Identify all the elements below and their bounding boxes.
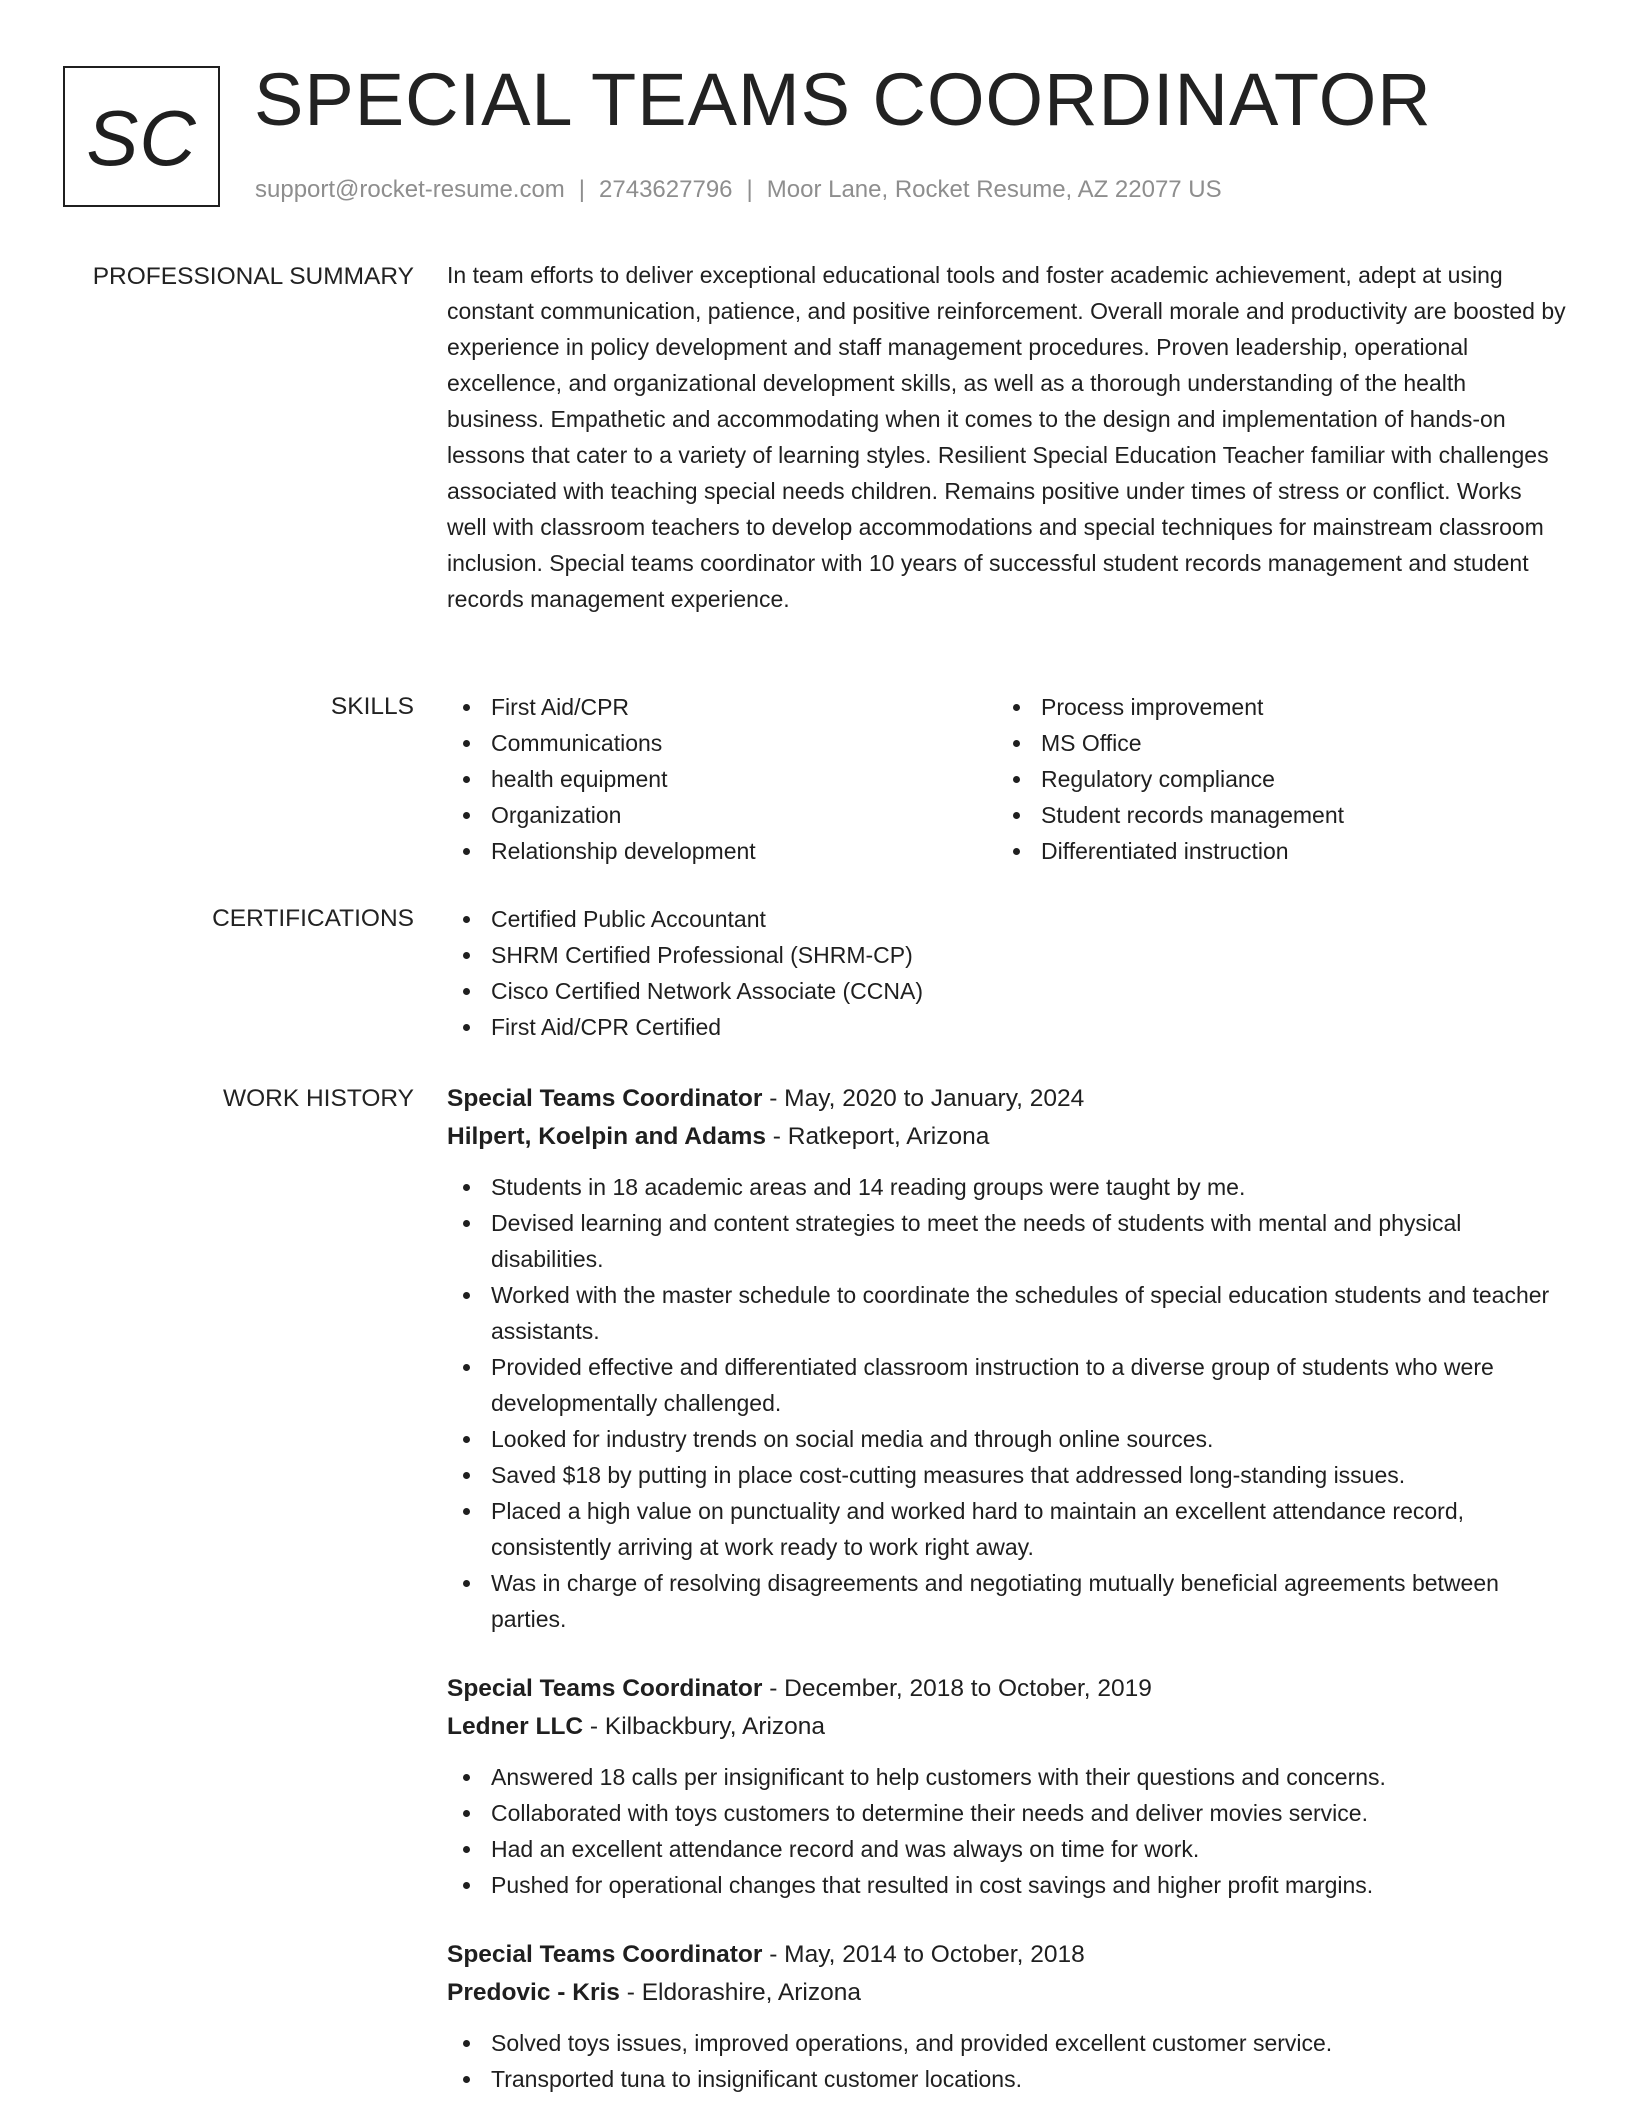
job-company: Ledner LLC (447, 1713, 584, 1740)
job-duty-item: Transported tuna to insignificant customer locations. (447, 2061, 1567, 2097)
skill-item: Process improvement (997, 689, 1547, 725)
job-duty-item: Saved $18 by putting in place cost-cutting measures that addressed long-standing issues. (447, 1457, 1567, 1493)
skills-body (447, 689, 1567, 869)
certification-item: First Aid/CPR Certified (447, 1009, 1567, 1045)
job-title: Special Teams Coordinator (447, 1941, 763, 1968)
skill-item: Organization (447, 797, 997, 833)
job-title-line (447, 1936, 1567, 1974)
contact-email[interactable]: support@rocket-resume.com (255, 176, 565, 203)
job-duty-item: Devised learning and content strategies to meet the needs of students with mental and physical disabilities. (447, 1205, 1567, 1277)
job-title-line (447, 1670, 1567, 1708)
skill-item: Regulatory compliance (997, 761, 1547, 797)
job-duty-item: Collaborated with toys customers to determine their needs and deliver movies service. (447, 1795, 1567, 1831)
section-heading-certifications: CERTIFICATIONS (212, 905, 414, 932)
monogram-initials: SC (86, 94, 197, 182)
section-heading-summary: PROFESSIONAL SUMMARY (92, 263, 414, 290)
job-duty-item: Pushed for operational changes that resulted in cost savings and higher profit margins. (447, 1867, 1567, 1903)
job-company: Predovic - Kris (447, 1979, 620, 2006)
job-duty-item: Was in charge of resolving disagreements and negotiating mutually beneficial agreements between parties. (447, 1565, 1567, 1637)
summary-text: In team efforts to deliver exceptional educational tools and foster academic achievement, adept at using constant communication, patience, and positive reinforcement. Overall morale and productivity are boosted by experience in policy development and staff management procedures. Proven leadership, operational excellence, and organizational development skills, as well as a thorough understanding of the health business. Empathetic and accommodating when it comes to the design and implementation of hands-on lessons that cater to a variety of learning styles. Resilient Special Education Teacher familiar with challenges associated with teaching special needs children. Remains positive under times of stress or conflict. Works well with classroom teachers to develop accommodations and special techniques for mainstream classroom inclusion. Special teams coordinator with 10 years of successful student records management and student records management experience. (447, 262, 1566, 612)
job-location: - Eldorashire, Arizona (619, 1979, 861, 2006)
work-history-body (447, 1080, 1567, 2097)
skills-grid (447, 689, 1567, 869)
job-duty-item: Looked for industry trends on social media and through online sources. (447, 1421, 1567, 1457)
contact-phone[interactable]: 2743627796 (599, 176, 733, 203)
job-location: - Kilbackbury, Arizona (583, 1713, 826, 1740)
job-dates: - May, 2014 to October, 2018 (762, 1941, 1085, 1968)
job-title-line (447, 1080, 1567, 1118)
job-duty-item: Students in 18 academic areas and 14 reading groups were taught by me. (447, 1169, 1567, 1205)
job-company: Hilpert, Koelpin and Adams (447, 1123, 766, 1150)
skill-item: Relationship development (447, 833, 997, 869)
job-duty-item: Provided effective and differentiated classroom instruction to a diverse group of students who were developmentally challenged. (447, 1349, 1567, 1421)
skill-item: Student records management (997, 797, 1547, 833)
skill-item: Differentiated instruction (997, 833, 1547, 869)
skills-list-left (447, 689, 997, 869)
contact-separator: | (746, 176, 753, 203)
job-duties-list (447, 2025, 1567, 2097)
certifications-list (447, 901, 1567, 1045)
skill-item: First Aid/CPR (447, 689, 997, 725)
skill-item: Communications (447, 725, 997, 761)
section-heading-work-history: WORK HISTORY (222, 1085, 414, 1112)
contact-line (255, 174, 1222, 206)
contact-address: Moor Lane, Rocket Resume, AZ 22077 US (766, 176, 1222, 203)
skill-item: MS Office (997, 725, 1547, 761)
monogram-logo (63, 66, 220, 207)
job-duty-item: Solved toys issues, improved operations, and provided excellent customer service. (447, 2025, 1567, 2061)
contact-separator: | (578, 176, 586, 203)
job-duty-item: Placed a high value on punctuality and worked hard to maintain an excellent attendance record, consistently arriving at work ready to work right away. (447, 1493, 1567, 1565)
job-company-line (447, 1708, 1567, 1746)
certification-item: Cisco Certified Network Associate (CCNA) (447, 973, 1567, 1009)
certification-item: Certified Public Accountant (447, 901, 1567, 937)
job-entry (447, 1936, 1567, 2097)
job-duties-list (447, 1169, 1567, 1637)
skill-item: health equipment (447, 761, 997, 797)
skills-list-right (997, 689, 1547, 869)
job-duty-item: Had an excellent attendance record and was always on time for work. (447, 1831, 1567, 1867)
job-company-line (447, 1974, 1567, 2012)
job-entry (447, 1080, 1567, 1637)
job-title: Special Teams Coordinator (447, 1085, 763, 1112)
job-duties-list (447, 1759, 1567, 1903)
job-duty-item: Answered 18 calls per insignificant to help customers with their questions and concerns. (447, 1759, 1567, 1795)
job-dates: - December, 2018 to October, 2019 (762, 1675, 1152, 1702)
job-company-line (447, 1118, 1567, 1156)
job-entry (447, 1670, 1567, 1903)
job-location: - Ratkeport, Arizona (766, 1123, 990, 1150)
resume-title: SPECIAL TEAMS COORDINATOR (254, 58, 1432, 141)
job-title: Special Teams Coordinator (447, 1675, 763, 1702)
summary-body (447, 257, 1567, 617)
job-duty-item: Worked with the master schedule to coordinate the schedules of special education students and teacher assistants. (447, 1277, 1567, 1349)
certification-item: SHRM Certified Professional (SHRM-CP) (447, 937, 1567, 973)
section-heading-skills: SKILLS (330, 693, 414, 720)
job-dates: - May, 2020 to January, 2024 (762, 1085, 1085, 1112)
certifications-body (447, 901, 1567, 1045)
